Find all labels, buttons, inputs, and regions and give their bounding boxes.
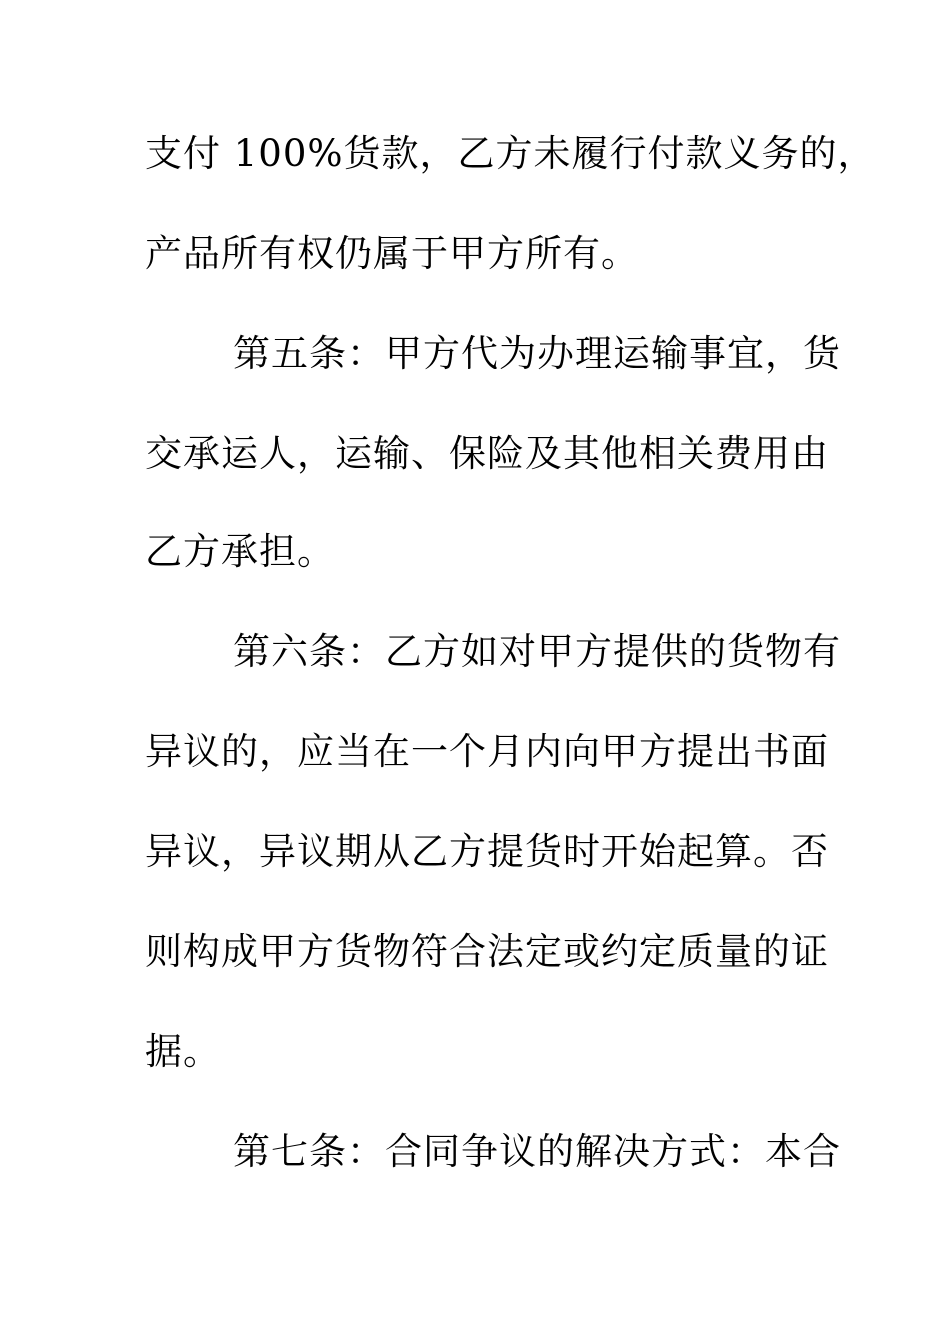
text-line: 则构成甲方货物符合法定或约定质量的证 <box>145 930 829 973</box>
article-6-heading-line: 第六条：乙方如对甲方提供的货物有 <box>233 630 841 673</box>
article-5-heading-line: 第五条：甲方代为办理运输事宜，货 <box>233 332 841 375</box>
text-line: 乙方承担。 <box>145 530 335 573</box>
text-line: 交承运人，运输、保险及其他相关费用由 <box>145 432 829 475</box>
text-line: 据。 <box>145 1030 221 1073</box>
text-line: 异议，异议期从乙方提货时开始起算。否 <box>145 830 829 873</box>
text-line: 产品所有权仍属于甲方所有。 <box>145 232 639 275</box>
text-line: 异议的，应当在一个月内向甲方提出书面 <box>145 730 829 773</box>
article-7-heading-line: 第七条：合同争议的解决方式：本合 <box>233 1130 841 1173</box>
text-line: 支付 100%货款，乙方未履行付款义务的， <box>145 132 876 175</box>
